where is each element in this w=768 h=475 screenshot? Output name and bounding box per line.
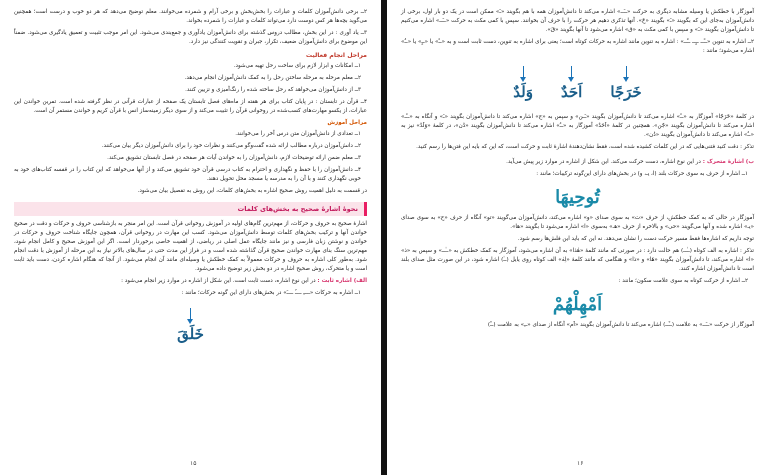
tip-1 bbox=[401, 143, 754, 152]
left-page bbox=[0, 0, 381, 475]
tip-1-text: تذکر : دقت کنید فتنی‌هایی که در این کلمات کشیده شده است، فقط نشان‌دهندهٔ اشارهٔ ثابت و حرکت است، که این که بایه این فتن‌ها را رسم کنید. bbox=[416, 144, 754, 150]
part-alef-title: الف) اشاره ثابت : bbox=[317, 278, 367, 284]
part-be-title: ب) اشارهٔ متحرک : bbox=[702, 159, 754, 165]
closing-paragraph: در قسمت به دلیل اهمیت روش صحیح اشاره به بخش‌های کلمات، این روش به تفصیل بیان می‌شود. bbox=[137, 188, 367, 194]
section-title-teaching: مراحل آموزش bbox=[327, 120, 367, 126]
list-item: ۴ــ دانش‌آموزان را با حفظ و نگهداری و احترام به کتاب درسی قرآن خود تشویق می‌کند و از آنها می‌خواهد که این کتاب را در قفسه کتاب‌های خود به خوبی نگهداری کنند و با آن را به مدرسه یا مسجد محل تحویل دهند. bbox=[14, 167, 361, 182]
pointer-arrow-icon bbox=[190, 308, 191, 322]
paragraph-6: آموزگار از حرکت «ــَــ» به علامت (ــْــ) اشاره می‌کند تا دانش‌آموزان بگویند «اَم» آنگاه از صدای «ــِ» به علامت (ــْ) bbox=[487, 322, 754, 328]
example-word: اَحَدٌ bbox=[560, 83, 583, 101]
paragraph-3: در کلمهٔ «خَرَجًا» آموزگار به «ــً» اشاره می‌کند تا دانش‌آموزان بگویند «ـَـن» و سپس به «ج» اشاره می‌کند تا دانش‌آموزان بگویند «ـَ» و آنگاه به «ــًـ» اشاره می‌کند تا دانش‌آموزان بگویند «جًن». همچنین در کلمهٔ «اَحَدٌ» آموزگار به «ــٌ» اشاره می‌کند تا دانش‌آموزان بگویند «دُن»، در کلمهٔ «وَلَدٌ» نیز به «ــٌ» اشاره می‌کند تا دانش‌آموزان بگویند «دُن». bbox=[401, 114, 754, 138]
list-item: ۳ــ از دانش‌آموزان می‌خواهد که رحل ساخته شده را رنگ‌آمیزی و تزیین کنند. bbox=[185, 87, 361, 93]
section-title-activity: مراحل انجام فعالیت bbox=[305, 52, 367, 59]
list-item: ۱ــ امکانات و ابزار لازم برای ساخت رحل تهیه می‌شود. bbox=[233, 63, 361, 69]
part-alef bbox=[14, 277, 367, 286]
list-item: ۲ــ دانش‌آموزان درباره مطالب ارائه شده گفت‌وگو می‌کنند و نظرات خود را برای دانش‌آموزان دیگر بیان می‌کنند. bbox=[101, 143, 361, 149]
tip-2: تذکر : اشاره به الف کوتاه (ــٰــ) هم حالت دارد : در صورتی که مانند کلمهٔ «هٰذا» به آن اشاره می‌شود، آموزگار به کمک خطکش به «ــٰــ» و سپس به «ذ» «ا» اشاره می‌کند، تا دانش‌آموزان بگویند «هَا» و «ذا» و هنگامی که مانند کلمهٔ «لِهٰ» الف کوتاه روی یایل (ــٰ) اشاره شود، در این صورت مثل صدای بلند است تا دانش‌آموزان اشاره کنند. bbox=[401, 248, 754, 272]
right-page bbox=[387, 0, 768, 475]
tanwin-examples bbox=[401, 66, 754, 101]
quran-summer-paragraph: ۴ــ قرآن در تابستان : در پایان کتاب برای هر هفته از ماه‌های فصل تابستان یک صفحه از عبارات قرآنی در نظر گرفته شده است. تمرین خواندن این عبارات، از یکسو مهارت‌های کسب‌شده در روخوانی قرآن را تثبیت می‌کند و از سوی دیگر زمینه‌ساز انس با قرآن کریم و خواندن مستمر آن است. bbox=[14, 99, 367, 114]
paragraph-5: توجه داریم که اشاره‌ها فقط مسیر حرکت دست را نشان می‌دهد. نه این که باید این فلش‌ها رسم شود. bbox=[517, 236, 754, 242]
list-item: ۳ــ معلم ضمن ارائه توضیحات لازم، دانش‌آموزان را به خواندن آیات هر صفحه در فصل تابستان تشویق می‌کند. bbox=[107, 155, 361, 161]
pointer-arrow-icon bbox=[626, 66, 627, 80]
page-number: ۱۵ bbox=[190, 460, 197, 467]
page-number: ۱۶ bbox=[577, 460, 584, 467]
part-be-item: ۱ــ اشاره از حرف به سوی حرکات بلند (ا، یـ، و) در بخش‌های دارای این‌گونه ترکیبات؛ مانند : bbox=[536, 171, 748, 177]
sukun-item: ۲ــ اشاره از حرکت کوتاه به سوی علامت سکون؛ مانند : bbox=[618, 278, 748, 284]
banner-paragraph: اشارهٔ صحیح به حروف و حرکات، از مهم‌ترین گام‌های اولیه در آموزش روخوانی قرآن است. این امر منجر به بازشناسی حروف و حرکات و دقت در صحیح خواندن آنها و ترکیب بخش‌های کلمات توسط دانش‌آموزان می‌شود. کسب این مهارت در روخوانی قرآن، همچون جایگاه شناخت حروف و حرکات در خواندن و نوشتن زبان فارسی و نیز مانند جایگاه عمل اصلی در ریاضی، از اهمیت خاصی برخوردار است. اگر این آموزش صحیح و کامل انجام شود، مهم‌ترین سنگ بنای مهارت خواندن صحیح قرآن گذاشته شده است و در فراز این مدت حتی در سال‌های بالاتر نیاز به این مرحله از آموزش با دقت انجام شود. به‌طور کلی اشاره به حروف و حرکات معمولاً به کمک خطکش یا وسیله‌ای مانند آن انجام می‌شود. از آنجا که هنگام اشاره کردن، دست باید ثابت است و یا متحرک، روش صحیح اشاره در دو بخش زیر توضیح داده می‌شود. bbox=[14, 221, 367, 272]
example-left bbox=[14, 308, 367, 343]
example-item bbox=[561, 66, 582, 101]
part-be bbox=[401, 158, 754, 167]
part-be-text: در این نوع اشاره، دست حرکت می‌کند. این شکل از اشاره در موارد زیر پیش می‌آید. bbox=[506, 159, 701, 165]
example-item bbox=[610, 66, 641, 101]
pointer-arrow-icon bbox=[571, 66, 572, 80]
paragraph-1: آموزگار با خطکش یا وسیله مشابه دیگری به حرکت «ــَــ» اشاره می‌کند تا دانش‌آموزان همه با هم بگویند «ـَ» ممکن است در یک دو بار اول، برخی از دانش‌آموزان به‌جای این که بگویند «ـَ» بگویند «خَ». آنها تذکری دهیم هر حرکت را با حرف آن بخوانند. سپس با کمی مکث به حرکت «ــَــ» اشاره می‌کنیم تا دانش‌آموزان بگویند «ـَ» و سپس با کمی مکث به «ق» اشاره می‌شود تا آنها بگویند «قَ». bbox=[401, 9, 754, 33]
example-word-2: تُوحِيهَا bbox=[555, 187, 600, 208]
paragraph-2: ۳ــ یاد آوری : در این بخش، مطالب دروس گذشته برای دانش‌آموزان یادآوری و جمع‌بندی می‌شود. این امر موجب تثبیت و تعمیق یادگیری می‌شود. ضمناً این موضوع برای دانش‌آموزان ضعیف، تکرار، جبران و تقویت کنندگی نیز دارد. bbox=[14, 30, 367, 45]
list-item: ۱ــ تعدادی از دانش‌آموزان متن درس آخر را می‌خوانند. bbox=[235, 131, 361, 137]
list-item: ۲ــ معلم مرحله به مرحله ساختن رحل را به کمک دانش‌آموزان انجام می‌دهد. bbox=[184, 75, 361, 81]
paragraph-4: آموزگار در حالی که به کمک خطکش، از حرف «ت» به سوی صدای «و» اشاره می‌کند، دانش‌آموزان می‌گویند «تو» آنگاه از حرف «ح» به سوی صدای «یـ» اشاره شده و آنها می‌گویند «حی» و بالاخره از حرف «هـ» به‌سوی «ا» اشاره می‌شود تا بگویند «ها». bbox=[401, 215, 754, 230]
example-word: خَلَقَ bbox=[177, 325, 204, 343]
example-item bbox=[513, 66, 533, 101]
example-word: وَلَدٌ bbox=[513, 83, 533, 101]
example-word-3: اَمْهِلْهُمْ bbox=[552, 294, 603, 315]
pointer-arrow-icon bbox=[523, 66, 524, 80]
example-item bbox=[177, 308, 204, 343]
paragraph-1: ۲ــ برخی دانش‌آموزان کلمات و عبارات را بخش‌بخش و برخی آرام و شمرده می‌خوانند. معلم توضیح می‌دهد که هر دو خوب و درست است؛ همچنین می‌گوید بچه‌ها هر کس دوست دارد می‌تواند کلمات و عبارات را شمرده بخواند. bbox=[14, 9, 367, 24]
example-word: خَرَجًا bbox=[610, 83, 642, 101]
tanwin-item: ۲ــ اشاره به تنوین «ــًــ ــٍــ ــٌــ» : اشاره به تنوین مانند اشاره به حرکات کوتاه است؛ یعنی برای اشاره به تنوین، دست ثابت است و به «ــً» یا «ــٍ» یا «ــٌ» اشاره می‌شود؛ مانند : bbox=[401, 39, 754, 54]
part-alef-item: ۱ــ اشاره به حرکات «ــــِ ــــُ ــــَ» در بخش‌های دارای این گونه حرکات؛ مانند : bbox=[181, 290, 361, 296]
section-banner: نحوهٔ اشارهٔ صحیح به بخش‌های کلمات bbox=[14, 202, 367, 216]
part-alef-text: در این نوع اشاره، دست ثابت است. این شکل از اشاره در موارد زیر انجام می‌شود : bbox=[121, 278, 316, 284]
